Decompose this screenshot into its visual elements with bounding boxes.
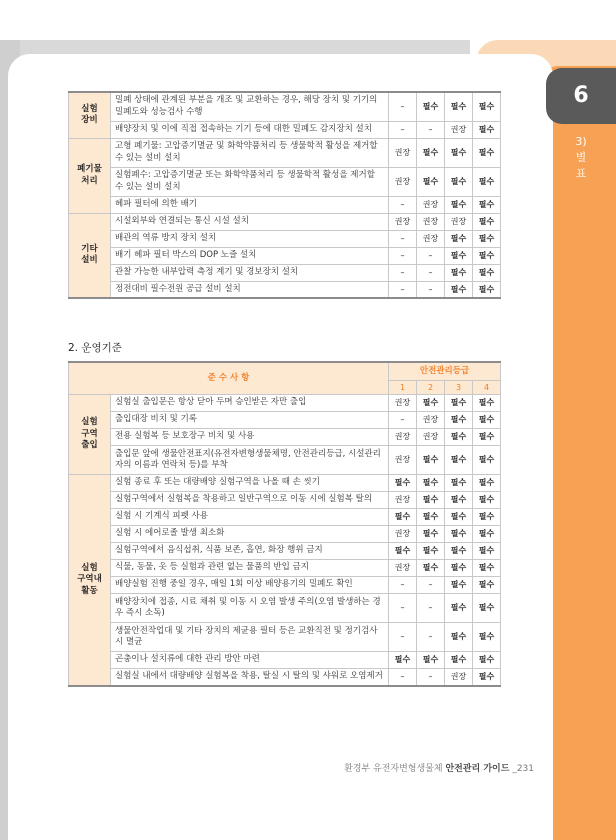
chapter-section-label [546, 134, 616, 182]
requirement-text: 실험구역에서 실험복을 착용하고 일반구역으로 이동 시에 실험복 탈의 [111, 492, 389, 509]
level-2-cell: 필수 [417, 543, 445, 560]
level-2-cell: – [417, 121, 445, 138]
level-3-cell: 필수 [445, 492, 473, 509]
requirement-text: 배양장치 및 이에 직접 접속하는 기기 등에 대한 밀폐도 감지장치 설치 [111, 121, 389, 138]
level-1-cell: 권장 [389, 213, 417, 230]
requirement-text: 실험실 내에서 대량배양 실험복을 착용, 탈실 시 탈의 및 샤워로 오염제거 [111, 669, 389, 686]
level-1-cell: – [389, 623, 417, 652]
level-2-cell: 필수 [417, 167, 445, 196]
level-2-cell: 필수 [417, 492, 445, 509]
category-line: 폐기물 [77, 164, 102, 174]
level-4-cell: 필수 [473, 264, 501, 281]
header-level-3: 3 [445, 380, 473, 395]
level-1-cell: – [389, 247, 417, 264]
level-4-cell: 필수 [473, 475, 501, 492]
level-3-cell: 필수 [445, 281, 473, 298]
level-1-cell: 권장 [389, 560, 417, 577]
table-row [69, 560, 501, 577]
level-1-cell: – [389, 196, 417, 213]
level-3-cell: 필수 [445, 92, 473, 121]
level-1-cell: – [389, 412, 417, 429]
level-1-cell: 권장 [389, 446, 417, 475]
level-3-cell: 필수 [445, 577, 473, 594]
level-2-cell: 필수 [417, 526, 445, 543]
requirement-text: 출입대장 비치 및 기록 [111, 412, 389, 429]
level-1-cell: 권장 [389, 395, 417, 412]
level-1-cell: – [389, 669, 417, 686]
category-line: 구역 [81, 428, 98, 439]
level-2-cell: 필수 [417, 475, 445, 492]
level-4-cell: 필수 [473, 281, 501, 298]
table-row [69, 264, 501, 281]
level-3-cell: 필수 [445, 594, 473, 623]
level-4-cell: 필수 [473, 167, 501, 196]
header-level-1: 1 [389, 380, 417, 395]
level-1-cell: – [389, 92, 417, 121]
level-4-cell: 필수 [473, 412, 501, 429]
requirement-text: 생물안전작업대 및 기타 장치의 제균용 필터 등은 교환직전 및 정기검사 시 멸균 [111, 623, 389, 652]
level-2-cell: – [417, 669, 445, 686]
table-row [69, 475, 501, 492]
level-1-cell: 권장 [389, 167, 417, 196]
table-row [69, 213, 501, 230]
level-2-cell: – [417, 247, 445, 264]
requirement-text: 실험 시 에어로졸 발생 최소화 [111, 526, 389, 543]
category-line: 실험 [81, 417, 98, 428]
level-1-cell: – [389, 281, 417, 298]
level-1-cell: 권장 [389, 138, 417, 167]
level-2-cell: – [417, 594, 445, 623]
level-4-cell: 필수 [473, 509, 501, 526]
requirement-text: 식물, 동물, 옷 등 실험과 관련 없는 물품의 반입 금지 [111, 560, 389, 577]
level-3-cell: 필수 [445, 475, 473, 492]
level-4-cell: 필수 [473, 526, 501, 543]
level-2-cell: 필수 [417, 560, 445, 577]
level-3-cell: 필수 [445, 652, 473, 669]
level-3-cell: 필수 [445, 543, 473, 560]
level-3-cell: 필수 [445, 560, 473, 577]
category-line: 실험 [81, 103, 98, 114]
level-3-cell: 필수 [445, 167, 473, 196]
level-3-cell: 권장 [445, 669, 473, 686]
table-row [69, 92, 501, 121]
table-row [69, 412, 501, 429]
level-1-cell: 필수 [389, 475, 417, 492]
level-2-cell: 권장 [417, 412, 445, 429]
level-3-cell: 필수 [445, 412, 473, 429]
level-4-cell: 필수 [473, 213, 501, 230]
category-line: 장비 [81, 115, 98, 126]
level-4-cell: 필수 [473, 577, 501, 594]
level-4-cell: 필수 [473, 196, 501, 213]
requirement-text: 정전대비 필수전원 공급 설비 설치 [111, 281, 389, 298]
table-row [69, 429, 501, 446]
level-2-cell: – [417, 577, 445, 594]
header-requirements: 준 수 사 항 [69, 362, 389, 395]
level-3-cell: 권장 [445, 213, 473, 230]
level-3-cell: 필수 [445, 623, 473, 652]
requirement-text: 실험 종료 후 또는 대량배양 실험구역을 나올 때 손 씻기 [111, 475, 389, 492]
requirement-text: 실험구역에서 음식섭취, 식품 보존, 흡연, 화장 행위 금지 [111, 543, 389, 560]
level-1-cell: 필수 [389, 509, 417, 526]
category-cell [69, 395, 111, 475]
section-label-line: 3) [575, 135, 587, 148]
table-row [69, 281, 501, 298]
requirement-text: 시설외부와 연결되는 통신 시설 설치 [111, 213, 389, 230]
table-row [69, 395, 501, 412]
table-row [69, 652, 501, 669]
level-3-cell: 필수 [445, 526, 473, 543]
table-row [69, 526, 501, 543]
requirement-text: 배양실험 진행 중일 경우, 매일 1회 이상 배양용기의 밀폐도 확인 [111, 577, 389, 594]
level-4-cell: 필수 [473, 623, 501, 652]
level-2-cell: 필수 [417, 395, 445, 412]
level-4-cell: 필수 [473, 492, 501, 509]
level-4-cell: 필수 [473, 669, 501, 686]
requirement-text: 실험 시 기계식 피펫 사용 [111, 509, 389, 526]
requirement-text: 전용 실험복 등 보호장구 비치 및 사용 [111, 429, 389, 446]
level-3-cell: 필수 [445, 138, 473, 167]
level-4-cell: 필수 [473, 247, 501, 264]
level-2-cell: – [417, 281, 445, 298]
level-3-cell: 권장 [445, 121, 473, 138]
table-row [69, 492, 501, 509]
level-1-cell: 필수 [389, 543, 417, 560]
level-4-cell: 필수 [473, 429, 501, 446]
table-row [69, 196, 501, 213]
table-row [69, 577, 501, 594]
table-row [69, 230, 501, 247]
level-1-cell: – [389, 577, 417, 594]
table-row [69, 121, 501, 138]
table-row [69, 138, 501, 167]
level-1-cell: – [389, 230, 417, 247]
level-2-cell: 필수 [417, 138, 445, 167]
table-row [69, 247, 501, 264]
requirement-text: 관찰 가능한 내부압력 측정 계기 및 경보장치 설치 [111, 264, 389, 281]
category-line: 설비 [81, 255, 98, 266]
table-row [69, 543, 501, 560]
table-row [69, 623, 501, 652]
category-line: 활동 [81, 585, 98, 596]
level-1-cell: – [389, 121, 417, 138]
table-row [69, 669, 501, 686]
level-2-cell: – [417, 623, 445, 652]
level-1-cell: – [389, 264, 417, 281]
level-1-cell: 권장 [389, 526, 417, 543]
page-footer [344, 761, 534, 774]
level-2-cell: 필수 [417, 652, 445, 669]
level-3-cell: 필수 [445, 429, 473, 446]
table-row [69, 509, 501, 526]
requirement-text: 출입문 앞에 생물안전표지(유전자변형생물체명, 안전관리등급, 시설관리자의 이름과 연락처 등)를 부착 [111, 446, 389, 475]
level-4-cell: 필수 [473, 395, 501, 412]
level-3-cell: 필수 [445, 230, 473, 247]
operation-standards-table [68, 361, 501, 687]
category-cell [69, 475, 111, 686]
level-1-cell: 필수 [389, 652, 417, 669]
category-line: 출입 [81, 440, 98, 451]
requirement-text: 곤충이나 설치류에 대한 관리 방안 마련 [111, 652, 389, 669]
category-line: 실험 [81, 562, 98, 573]
level-1-cell: – [389, 594, 417, 623]
facility-requirements-table [68, 91, 501, 299]
level-3-cell: 필수 [445, 395, 473, 412]
requirement-text: 배관의 역류 방지 장치 설치 [111, 230, 389, 247]
requirement-text: 밀폐 상태에 관계된 부분을 개조 및 교환하는 경우, 해당 장치 및 기기의 밀폐도와 성능검사 수행 [111, 92, 389, 121]
category-cell [69, 138, 111, 213]
requirement-text: 헤파 필터에 의한 배기 [111, 196, 389, 213]
level-4-cell: 필수 [473, 652, 501, 669]
level-3-cell: 필수 [445, 264, 473, 281]
level-2-cell: 필수 [417, 92, 445, 121]
page-number: _231 [512, 764, 534, 774]
level-1-cell: 권장 [389, 492, 417, 509]
requirement-text: 배양장치에 접종, 시료 채취 및 이동 시 오염 발생 주의(오염 발생하는 경우 즉시 소독) [111, 594, 389, 623]
header-level-2: 2 [417, 380, 445, 395]
footer-publisher: 환경부 유전자변형생물체 [344, 764, 446, 774]
level-1-cell: 권장 [389, 429, 417, 446]
requirement-text: 배기 헤파 필터 박스의 DOP 노즐 설치 [111, 247, 389, 264]
level-4-cell: 필수 [473, 594, 501, 623]
level-2-cell: 권장 [417, 196, 445, 213]
category-line: 구역내 [77, 574, 102, 584]
level-2-cell: – [417, 264, 445, 281]
level-2-cell: 권장 [417, 429, 445, 446]
footer-title: 안전관리 가이드 [445, 764, 510, 774]
level-2-cell: 필수 [417, 509, 445, 526]
level-3-cell: 필수 [445, 509, 473, 526]
level-4-cell: 필수 [473, 543, 501, 560]
section-label-line: 표 [575, 167, 587, 180]
level-3-cell: 필수 [445, 446, 473, 475]
level-3-cell: 필수 [445, 196, 473, 213]
level-4-cell: 필수 [473, 138, 501, 167]
level-4-cell: 필수 [473, 446, 501, 475]
requirement-text: 고형 폐기물: 고압증기멸균 및 화학약품처리 등 생물학적 활성을 제거할 수 있는 설비 설치 [111, 138, 389, 167]
requirement-text: 실험실 출입문은 항상 닫아 두며 승인받은 자만 출입 [111, 395, 389, 412]
requirement-text: 실험폐수: 고압증기멸균 또는 화학약품처리 등 생물학적 활성을 제거할 수 있는 설비 설치 [111, 167, 389, 196]
level-4-cell: 필수 [473, 230, 501, 247]
header-safety-grade: 안전관리등급 [389, 362, 501, 380]
category-line: 처리 [81, 175, 98, 186]
level-2-cell: 권장 [417, 213, 445, 230]
level-4-cell: 필수 [473, 121, 501, 138]
table-row [69, 167, 501, 196]
level-2-cell: 권장 [417, 230, 445, 247]
header-level-4: 4 [473, 380, 501, 395]
chapter-number-tab[interactable]: 6 [546, 68, 616, 124]
level-3-cell: 필수 [445, 247, 473, 264]
level-4-cell: 필수 [473, 560, 501, 577]
table-row [69, 446, 501, 475]
category-cell [69, 92, 111, 138]
section-label-line: 별 [575, 151, 587, 164]
category-line: 기타 [81, 243, 98, 254]
section-title: 2. 운영기준 [68, 342, 122, 354]
table-row [69, 594, 501, 623]
level-2-cell: 필수 [417, 446, 445, 475]
level-4-cell: 필수 [473, 92, 501, 121]
category-cell [69, 213, 111, 298]
